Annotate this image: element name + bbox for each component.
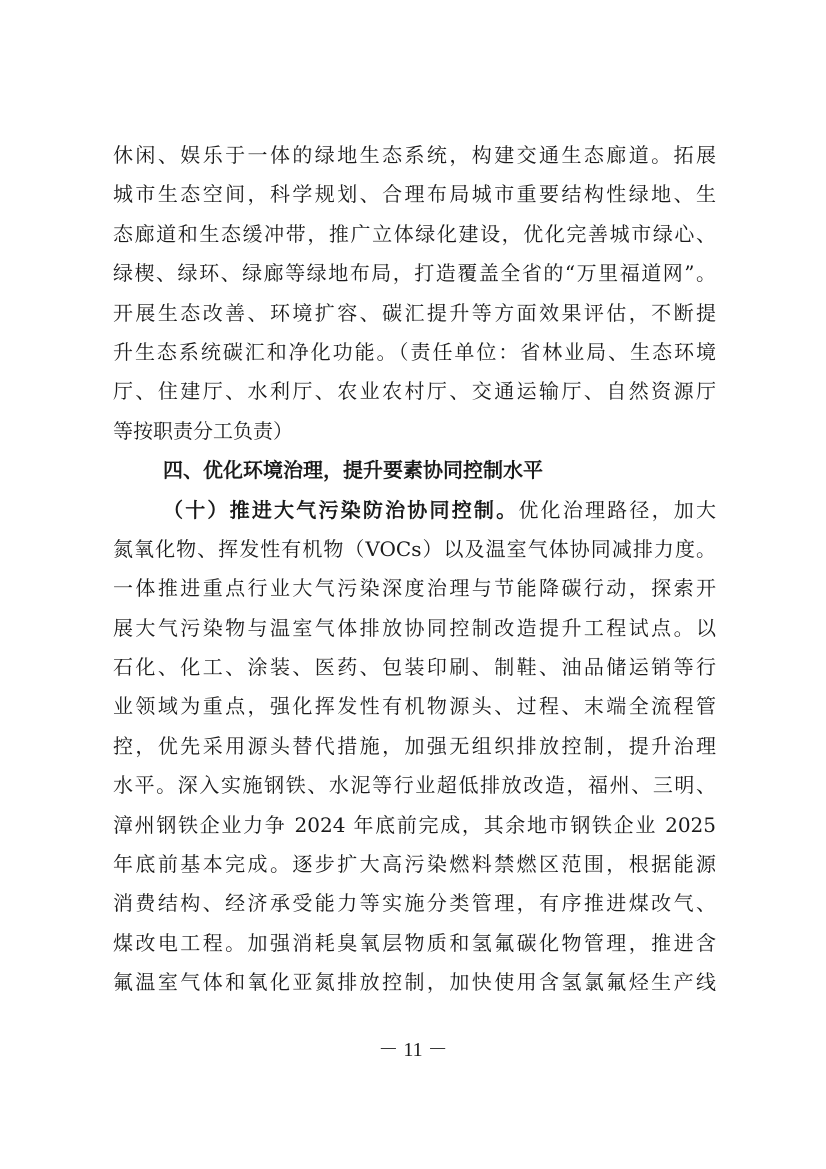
text-line: 氮氧化物、挥发性有机物（VOCs）以及温室气体协同减排力度。 [113,536,716,561]
text-line: 消费结构、经济承受能力等实施分类管理，有序推进煤改气、 [113,891,716,916]
text-line: 等按职责分工负责） [113,418,293,443]
text-fragment: 优化治理路径，加大 [518,497,717,522]
text-line: 氟温室气体和氧化亚氮排放控制，加快使用含氢氯氟烃生产线 [113,970,716,995]
text-line: 石化、化工、涂装、医药、包装印刷、制鞋、油品储运销等行 [113,655,716,680]
subsection-title: （十）推进大气污染防治协同控制。 [163,497,519,522]
text-line: 水平。深入实施钢铁、水泥等行业超低排放改造，福州、三明、 [113,773,716,798]
text-line: 开展生态改善、环境扩容、碳汇提升等方面效果评估，不断提 [113,300,716,325]
text-line: 态廊道和生态缓冲带，推广立体绿化建设，优化完善城市绿心、 [113,221,716,246]
paragraph-lead-line [113,491,716,530]
text-line: 煤改电工程。加强消耗臭氧层物质和氢氟碳化物管理，推进含 [113,930,716,955]
text-line: 厅、住建厅、水利厅、农业农村厅、交通运输厅、自然资源厅 [113,379,716,404]
text-line: 绿楔、绿环、绿廊等绿地布局，打造覆盖全省的“万里福道网”。 [113,261,716,286]
text-line: 一体推进重点行业大气污染深度治理与节能降碳行动，探索开 [113,576,716,601]
body-text [113,136,716,1003]
section-heading: 四、优化环境治理，提升要素协同控制水平 [163,458,543,483]
text-line: 业领域为重点，强化挥发性有机物源头、过程、末端全流程管 [113,694,716,719]
page-number: － 11 － [378,1039,448,1061]
text-line: 升生态系统碳汇和净化功能。（责任单位：省林业局、生态环境 [113,339,716,364]
text-line: 漳州钢铁企业力争 2024 年底前完成，其余地市钢铁企业 2025 [113,812,716,837]
text-line: 休闲、娱乐于一体的绿地生态系统，构建交通生态廊道。拓展 [113,143,716,167]
text-line: 展大气污染物与温室气体排放协同控制改造提升工程试点。以 [113,615,716,640]
text-line: 城市生态空间，科学规划、合理布局城市重要结构性绿地、生 [113,182,716,207]
text-line: 控，优先采用源头替代措施，加强无组织排放控制，提升治理 [113,733,716,758]
text-line: 年底前基本完成。逐步扩大高污染燃料禁燃区范围，根据能源 [113,852,716,877]
